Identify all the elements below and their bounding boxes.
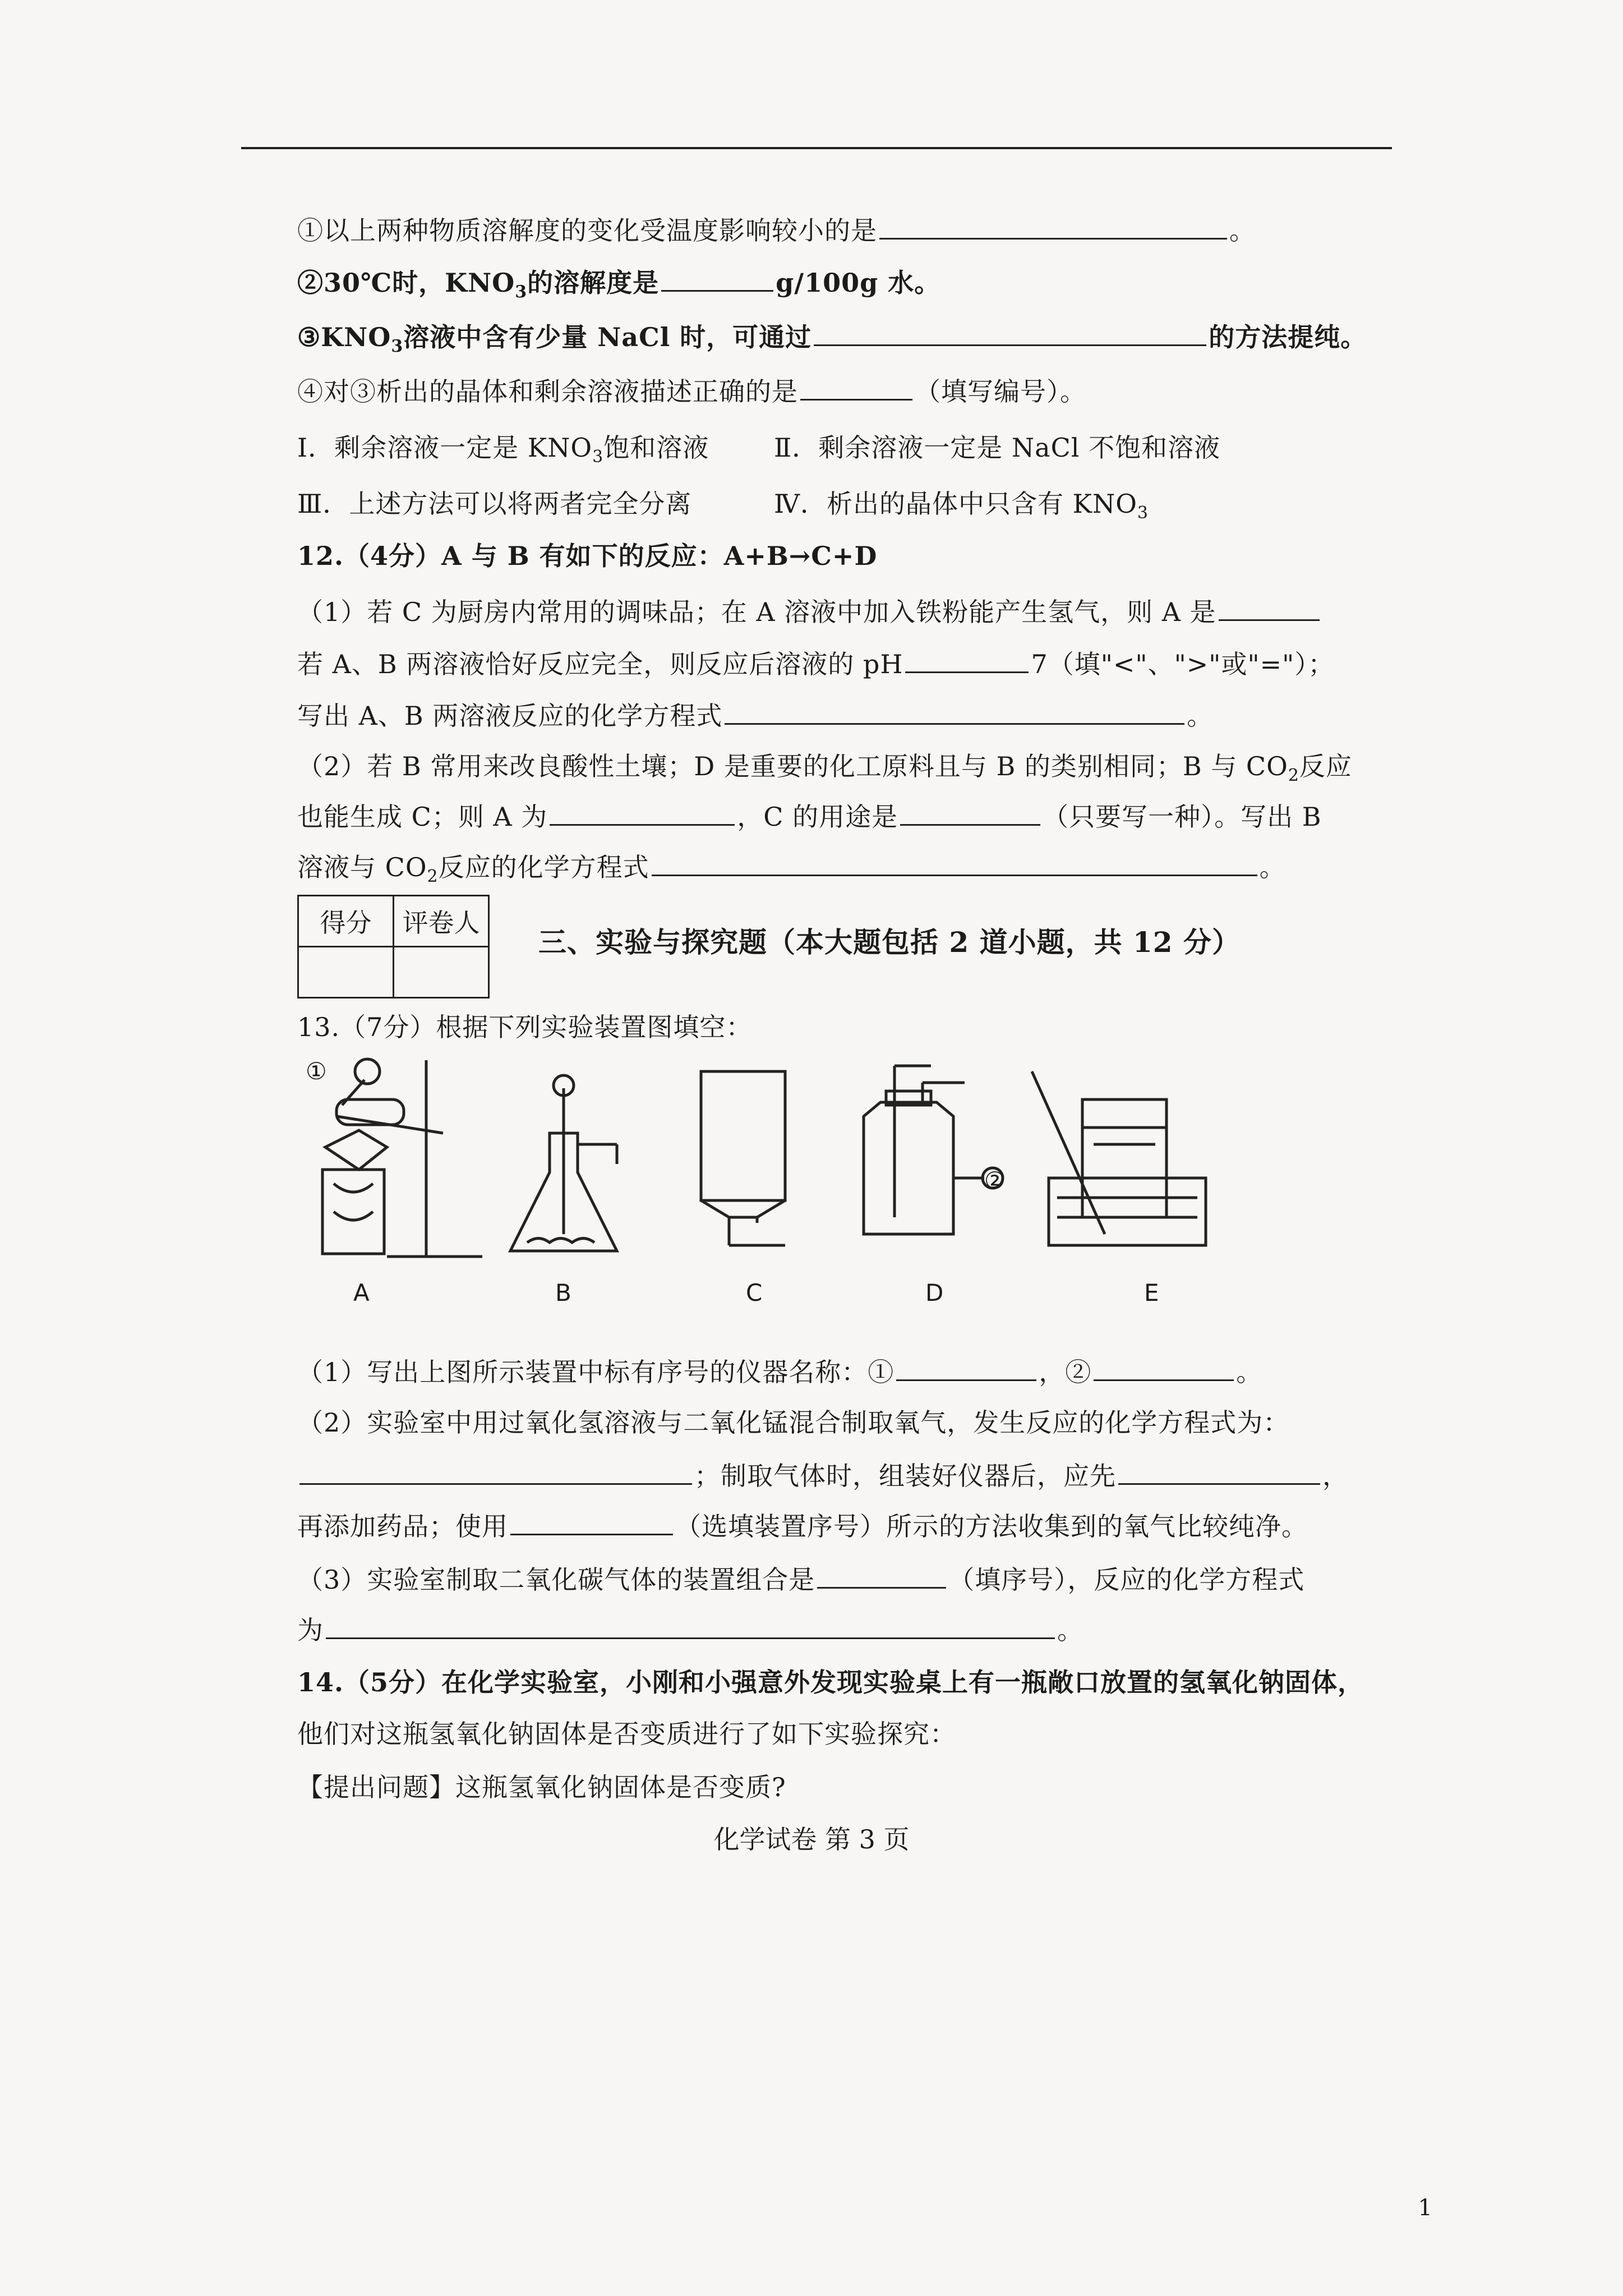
q13-p1: （1）写出上图所示装置中标有序号的仪器名称：① ，② 。 — [297, 1352, 1262, 1389]
q12-p1c: 写出 A、B 两溶液反应的化学方程式 。 — [297, 696, 1213, 733]
page-number: 1 — [1418, 2195, 1432, 2221]
q13-p3b: 为 。 — [297, 1610, 1083, 1647]
apparatus-e — [1032, 1071, 1206, 1245]
grader-header: 评卷人 — [394, 896, 489, 947]
q11-item2: ②30℃时，$KNO_3$的溶解度是 g/100g 水。 — [297, 263, 940, 302]
q13-p2c: 再添加药品；使用 （选填装置序号）所示的方法收集到的氧气比较纯净。 — [297, 1506, 1308, 1543]
apparatus-a — [322, 1059, 482, 1257]
label-a: A — [353, 1279, 370, 1306]
q13-p2b: ；制取气体时，组装好仪器后，应先 ， — [297, 1456, 1349, 1493]
label-d: D — [925, 1279, 944, 1306]
q14-line1: 14.（5分）在化学实验室，小刚和小强意外发现实验桌上有一瓶敞口放置的氢氧化钠固体， — [297, 1667, 1364, 1697]
score-table — [297, 895, 490, 999]
apparatus-c — [701, 1071, 785, 1245]
q11-option4: Ⅳ．析出的晶体中只含有 $KNO_3$ — [774, 489, 1149, 523]
grader-cell — [394, 947, 489, 998]
q11-option2: Ⅱ．剩余溶液一定是 NaCl 不饱和溶液 — [774, 432, 1221, 463]
apparatus-figure — [303, 1049, 1290, 1290]
q11-option3: Ⅲ．上述方法可以将两者完全分离 — [297, 489, 692, 519]
apparatus-d — [864, 1066, 1003, 1234]
score-header: 得分 — [298, 896, 394, 947]
q12-p2b: 也能生成 C；则 A 为 ，C 的用途是 （只要写一种）。写出 B — [297, 797, 1322, 834]
section3-title: 三、实验与探究题（本大题包括 2 道小题，共 12 分） — [538, 926, 1241, 959]
q11-item3: $③KNO_3$溶液中含有少量 NaCl 时，可通过 的方法提纯。 — [297, 317, 1367, 356]
label-e: E — [1144, 1279, 1159, 1306]
label-b: B — [555, 1279, 571, 1306]
mark-2: ② — [984, 1167, 1006, 1194]
q13-p2a: （2）实验室中用过氧化氢溶液与二氧化锰混合制取氧气，发生反应的化学方程式为： — [297, 1407, 1290, 1438]
q14-line3: 【提出问题】这瓶氢氧化钠固体是否变质? — [297, 1772, 786, 1802]
q14-line2: 他们对这瓶氢氧化钠固体是否变质进行了如下实验探究： — [297, 1719, 956, 1749]
page-footer: 化学试卷 第 3 页 — [713, 1824, 910, 1855]
q11-item4: ④对③析出的晶体和剩余溶液描述正确的是 （填写编号）。 — [297, 371, 1086, 408]
q12-p2c: 溶液与 $CO_2$反应的化学方程式 。 — [297, 847, 1286, 886]
q11-options-row1: Ⅰ．剩余溶液一定是 $KNO_3$饱和溶液 — [297, 432, 709, 467]
mark-1: ① — [306, 1057, 327, 1085]
q12-p1b: 若 A、B 两溶液恰好反应完全，则反应后溶液的 pH 7（填"<"、">"或"="）； — [297, 644, 1334, 681]
q13-title: 13.（7分）根据下列实验装置图填空： — [297, 1012, 753, 1042]
q13-p3a: （3）实验室制取二氧化碳气体的装置组合是 （填序号），反应的化学方程式 — [297, 1559, 1304, 1596]
q12-p2a: （2）若 B 常用来改良酸性土壤；D 是重要的化工原料且与 B 的类别相同；B 与 $CO_2$反应 — [297, 751, 1352, 786]
header-rule — [241, 147, 1392, 149]
score-cell — [298, 947, 394, 998]
apparatus-b — [510, 1075, 617, 1251]
q11-item1: ①以上两种物质溶解度的变化受温度影响较小的是 。 — [297, 210, 1256, 247]
q12-p1a: （1）若 C 为厨房内常用的调味品；在 A 溶液中加入铁粉能产生氢气，则 A 是 — [297, 592, 1322, 629]
q12-title: 12.（4分）A 与 B 有如下的反应：A+B→C+D — [297, 541, 878, 571]
label-c: C — [746, 1279, 763, 1306]
